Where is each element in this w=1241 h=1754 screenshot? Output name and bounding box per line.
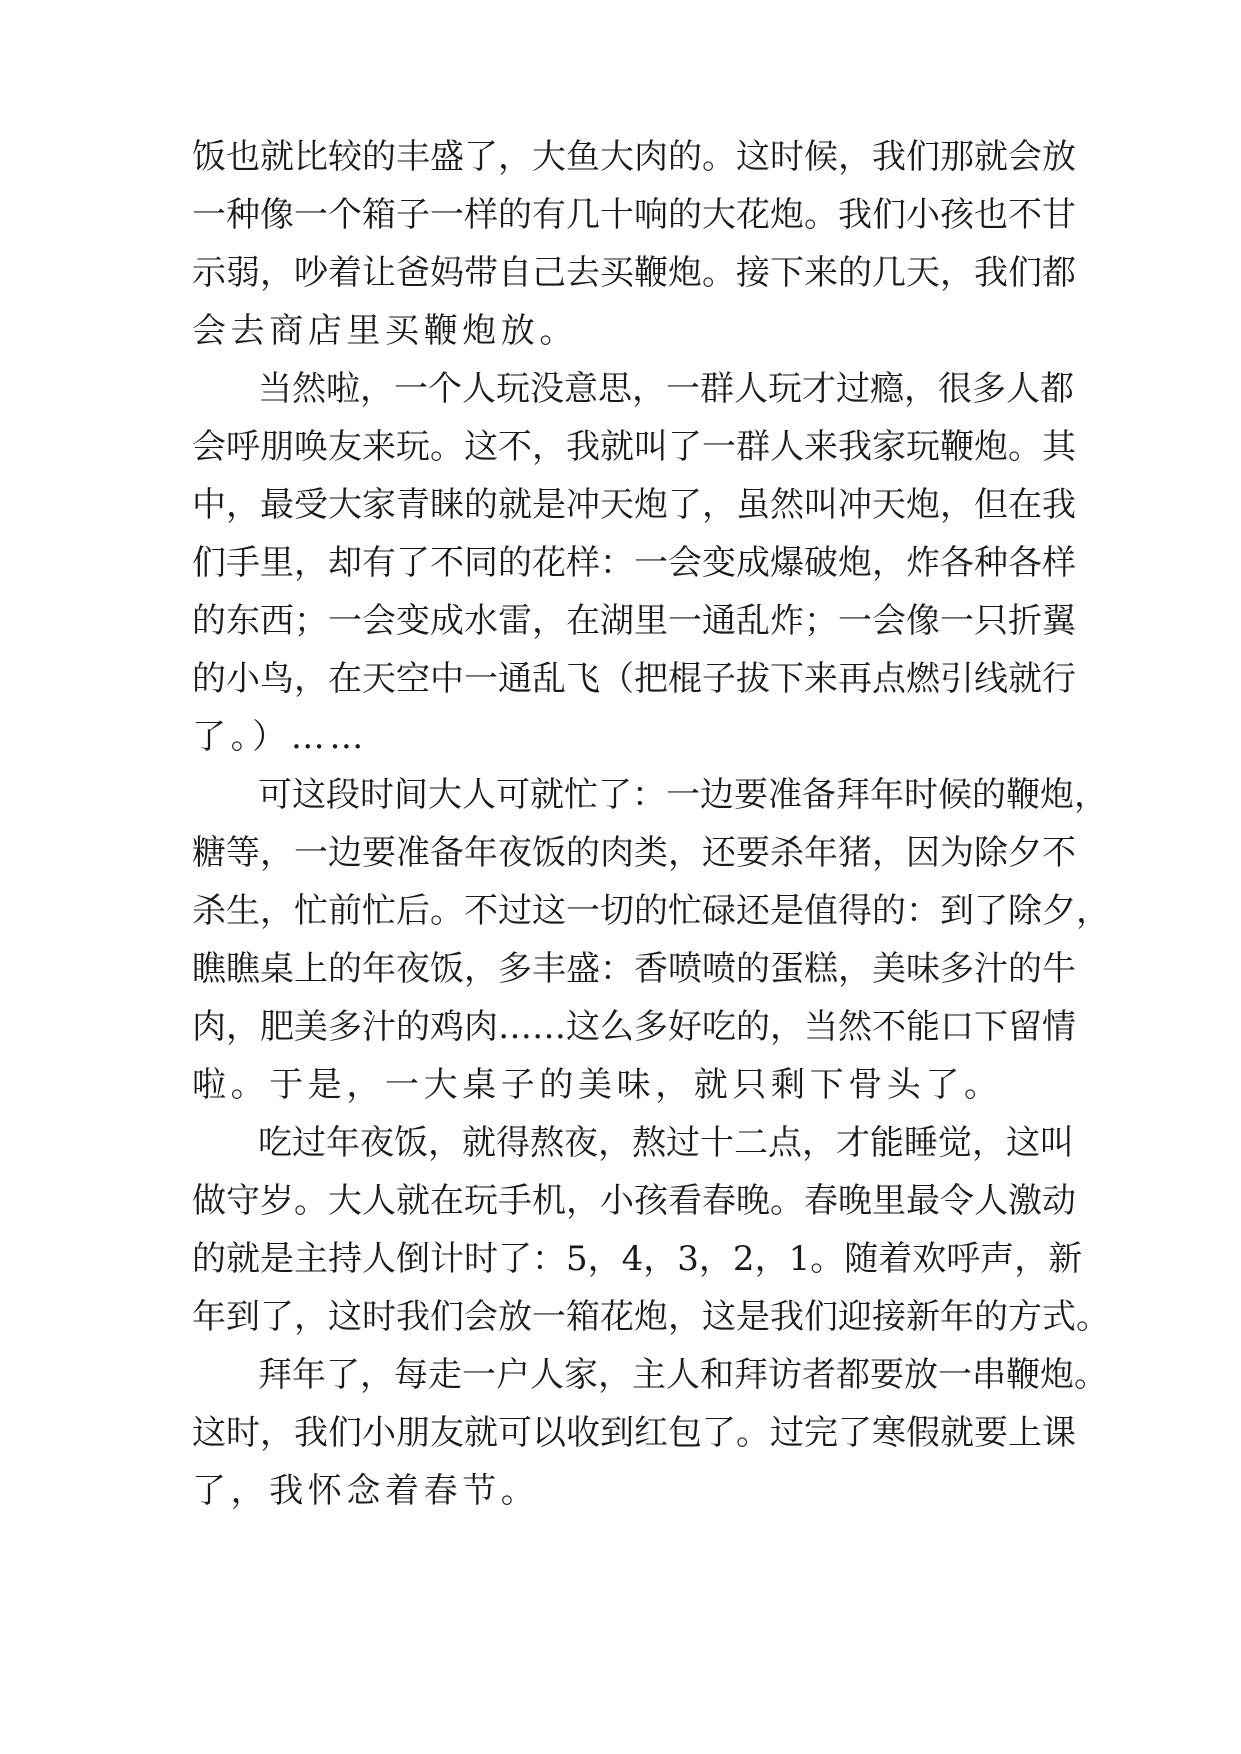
text-line: 会 呼 朋 唤 友 来 玩 。 这 不 ， 我 就 叫 了 一 群 人 来 我 家 玩 鞭 炮 。 其 [192,427,1076,467]
paragraph-start-line: 当 然 啦 ， 一 个 人 玩 没 意 思 ， 一 群 人 玩 才 过 瘾 ， 很 多 人 都 [258,369,1074,409]
text-line: 示 弱 ， 吵 着 让 爸 妈 带 自 己 去 买 鞭 炮 。 接 下 来 的 几 天 ， 我 们 都 [192,253,1076,293]
text-line: 这 时 ， 我 们 小 朋 友 就 可 以 收 到 红 包 了 。 过 完 了 寒 假 就 要 上 课 [192,1413,1076,1453]
text-line: 杀 生 ， 忙 前 忙 后 。 不 过 这 一 切 的 忙 碌 还 是 值 得 的 ： 到 了 除 夕 ， [192,891,1110,931]
text-line: 瞧 瞧 桌 上 的 年 夜 饭 ， 多 丰 盛 ： 香 喷 喷 的 蛋 糕 ， 美 味 多 汁 的 牛 [192,949,1076,989]
text-line: 糖 等 ， 一 边 要 准 备 年 夜 饭 的 肉 类 ， 还 要 杀 年 猪 ， 因 为 除 夕 不 [192,833,1076,873]
text-line: 一 种 像 一 个 箱 子 一 样 的 有 几 十 响 的 大 花 炮 。 我 们 小 孩 也 不 甘 [192,195,1076,235]
text-line: 做 守 岁 。 大 人 就 在 玩 手 机 ， 小 孩 看 春 晚 。 春 晚 里 最 令 人 激 动 [192,1181,1076,1221]
paragraph-start-line: 吃 过 年 夜 饭 ， 就 得 熬 夜 ， 熬 过 十 二 点 ， 才 能 睡 觉 ， 这 叫 [258,1123,1074,1163]
text-line: 了，我怀念着春节。 [192,1471,540,1511]
text-line: 的 就 是 主 持 人 倒 计 时 了 ： 5 ， 4 ， 3 ， 2 ， 1 。 随 着 欢 呼 声 ， 新 [192,1239,1083,1279]
text-line: 们 手 里 ， 却 有 了 不 同 的 花 样 ： 一 会 变 成 爆 破 炮 ， 炸 各 种 各 样 [192,543,1076,583]
text-line: 会去商店里买鞭炮放。 [192,311,578,351]
text-line: 的 东 西 ； 一 会 变 成 水 雷 ， 在 湖 里 一 通 乱 炸 ； 一 会 像 一 只 折 翼 [192,601,1076,641]
text-line: 的 小 鸟 ， 在 天 空 中 一 通 乱 飞 （ 把 棍 子 拔 下 来 再 点 燃 引 线 就 行 [192,659,1076,699]
paragraph-start-line: 拜 年 了 ， 每 走 一 户 人 家 ， 主 人 和 拜 访 者 都 要 放 一 串 鞭 炮 。 [258,1355,1108,1395]
text-line: 饭 也 就 比 较 的 丰 盛 了 ， 大 鱼 大 肉 的 。 这 时 候 ， 我 们 那 就 会 放 [192,137,1076,177]
text-line: 了。）…… [192,717,368,757]
text-line: 啦。于是，一大桌子的美味，就只剩下骨头了。 [192,1065,1003,1105]
text-line: 中 ， 最 受 大 家 青 睐 的 就 是 冲 天 炮 了 ， 虽 然 叫 冲 天 炮 ， 但 在 我 [192,485,1076,525]
paragraph-start-line: 可 这 段 时 间 大 人 可 就 忙 了 ： 一 边 要 准 备 拜 年 时 候 的 鞭 炮 ， [258,775,1108,815]
text-line: 年 到 了 ， 这 时 我 们 会 放 一 箱 花 炮 ， 这 是 我 们 迎 接 新 年 的 方 式 。 [192,1297,1110,1337]
text-line: 肉 ， 肥 美 多 汁 的 鸡 肉 … … 这 么 多 好 吃 的 ， 当 然 不 能 口 下 留 情 [192,1007,1076,1047]
